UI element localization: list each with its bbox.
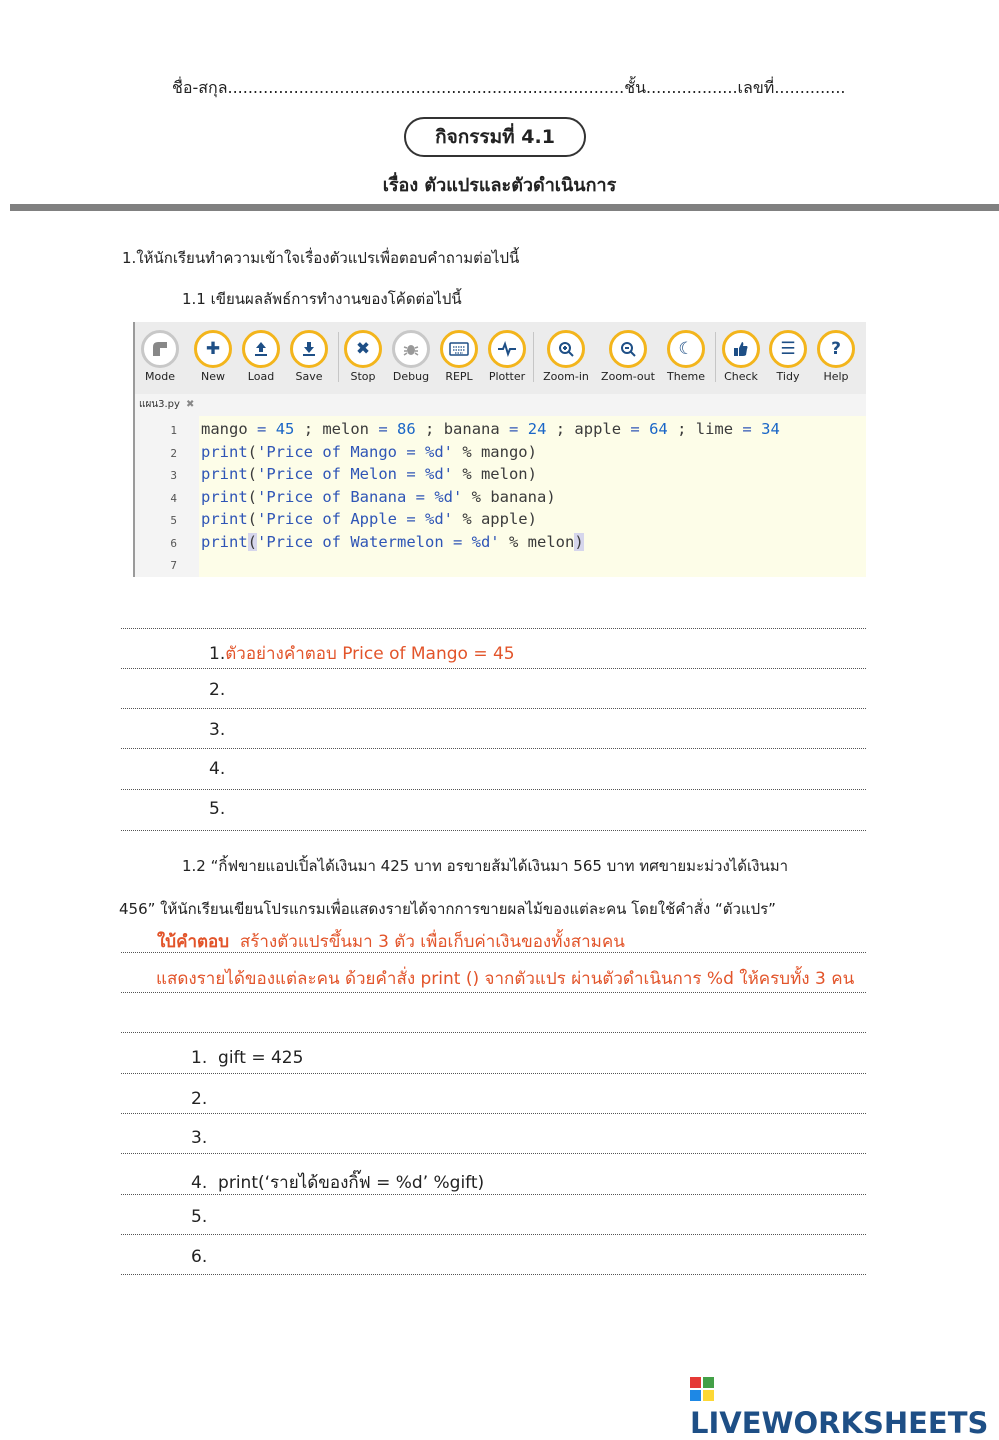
zoom-out-icon — [609, 330, 647, 368]
answer-line — [121, 830, 866, 831]
code-line: print('Price of Mango = %d' % mango) — [201, 443, 537, 461]
thumbs-up-icon — [722, 330, 760, 368]
answer-line — [121, 628, 866, 629]
answer-line — [121, 1234, 866, 1235]
upload-icon — [242, 330, 280, 368]
editor-toolbar — [135, 322, 866, 394]
mode-button[interactable]: Mode — [130, 330, 190, 383]
question-1-2-line-1: 1.2 “กิ้ฟขายแอปเปิ้ลได้เงินมา 425 บาท อรขายส้มได้เงินมา 565 บาท ทศขายมะม่วงได้เงินมา — [182, 857, 789, 875]
header-divider — [10, 204, 999, 211]
answer-1-1-item-3[interactable]: 3. — [209, 720, 226, 740]
answer-line — [121, 1073, 866, 1074]
line-gutter — [135, 416, 199, 577]
name-label: ชื่อ-สกุล — [172, 78, 228, 97]
question-icon: ? — [817, 330, 855, 368]
theme-button[interactable]: ☾ Theme — [656, 330, 716, 383]
line-number: 5 — [170, 514, 177, 527]
close-icon: ✖ — [344, 330, 382, 368]
answer-1-2-item-2[interactable]: 2. — [191, 1089, 208, 1109]
answer-line — [121, 1032, 866, 1033]
line-number: 2 — [170, 447, 177, 460]
question-1-2-line-2: 456” ให้นักเรียนเขียนโปรแกรมเพื่อแสดงรายได้จากการขายผลไม้ของแต่ละคน โดยใช้คำสั่ง “ตัวแปร” — [119, 900, 776, 918]
number-label: เลขที่ — [737, 78, 775, 97]
answer-line — [121, 1274, 866, 1275]
menu-icon: ☰ — [769, 330, 807, 368]
bug-icon — [392, 330, 430, 368]
answer-line — [121, 1194, 866, 1195]
new-button[interactable]: ✚ New — [183, 330, 243, 383]
answer-1-1-item-1[interactable]: 1.ตัวอย่างคำตอบ Price of Mango = 45 — [209, 644, 515, 664]
repl-button[interactable]: REPL — [429, 330, 489, 383]
answer-line — [121, 708, 866, 709]
answer-1-2-item-3[interactable]: 3. — [191, 1128, 208, 1148]
stop-button[interactable]: ✖ Stop — [333, 330, 393, 383]
download-icon — [290, 330, 328, 368]
hint-label: ใบ้คำตอบ — [157, 932, 230, 952]
code-line: print('Price of Banana = %d' % banana) — [201, 488, 556, 506]
student-info-line — [172, 76, 846, 101]
code-line: print('Price of Watermelon = %d' % melon) — [201, 533, 584, 551]
file-tab[interactable]: แผน3.py ✖ — [139, 399, 195, 410]
tidy-button[interactable]: ☰ Tidy — [758, 330, 818, 383]
answer-line — [121, 1153, 866, 1154]
moon-icon: ☾ — [667, 330, 705, 368]
save-button[interactable]: Save — [279, 330, 339, 383]
answer-line — [121, 1113, 866, 1114]
question-1-1: 1.1 เขียนผลลัพธ์การทำงานของโค้ดต่อไปนี้ — [182, 290, 462, 308]
code-editor-screenshot — [133, 322, 866, 577]
answer-1-2-item-6[interactable]: 6. — [191, 1247, 208, 1267]
answer-line — [121, 789, 866, 790]
mode-icon — [141, 330, 179, 368]
help-button[interactable]: ? Help — [806, 330, 866, 383]
hint-line-1: ใบ้คำตอบ สร้างตัวแปรขึ้นมา 3 ตัว เพื่อเก็บค่าเงินของทั้งสามคน — [157, 932, 625, 952]
code-line: mango = 45 ; melon = 86 ; banana = 24 ; apple = 64 ; lime = 34 — [201, 420, 780, 438]
code-area — [135, 416, 866, 577]
debug-button[interactable]: Debug — [381, 330, 441, 383]
class-field[interactable]: .................. — [646, 78, 738, 97]
code-line: print('Price of Melon = %d' % melon) — [201, 465, 537, 483]
class-label: ชั้น — [624, 78, 646, 97]
answer-line — [121, 992, 866, 993]
answer-1-1-item-5[interactable]: 5. — [209, 799, 226, 819]
pulse-icon — [488, 330, 526, 368]
line-number: 7 — [170, 559, 177, 572]
question-1: 1.ให้นักเรียนทำความเข้าใจเรื่องตัวแปรเพื่อตอบคำถามต่อไปนี้ — [122, 249, 520, 267]
close-tab-icon[interactable]: ✖ — [185, 399, 195, 410]
line-number: 4 — [170, 492, 177, 505]
answer-1-1-item-4[interactable]: 4. — [209, 759, 226, 779]
answer-1-1-item-2[interactable]: 2. — [209, 680, 226, 700]
plus-icon: ✚ — [194, 330, 232, 368]
load-button[interactable]: Load — [231, 330, 291, 383]
answer-line — [121, 668, 866, 669]
zoom-in-icon — [547, 330, 585, 368]
answer-line — [121, 952, 866, 953]
answer-1-2-item-1[interactable]: 1. gift = 425 — [191, 1048, 304, 1068]
liveworksheets-logo: LIVEWORKSHEETS — [690, 1372, 999, 1440]
line-number: 1 — [170, 424, 177, 437]
activity-title: กิจกรรมที่ 4.1 — [404, 117, 586, 157]
answer-1-2-item-4[interactable]: 4. print(‘รายได้ของกิ๊ฟ = %d’ %gift) — [191, 1173, 485, 1193]
line-number: 6 — [170, 537, 177, 550]
zoom-in-button[interactable]: Zoom-in — [536, 330, 596, 383]
number-field[interactable]: .............. — [774, 78, 846, 97]
answer-line — [121, 748, 866, 749]
logo-blocks-icon — [690, 1377, 714, 1401]
keyboard-icon — [440, 330, 478, 368]
activity-subtitle: เรื่อง ตัวแปรและตัวดำเนินการ — [382, 175, 617, 196]
line-number: 3 — [170, 469, 177, 482]
zoom-out-button[interactable]: Zoom-out — [598, 330, 658, 383]
code-line: print('Price of Apple = %d' % apple) — [201, 510, 537, 528]
check-button[interactable]: Check — [711, 330, 771, 383]
answer-1-2-item-5[interactable]: 5. — [191, 1207, 208, 1227]
toolbar-separator — [533, 332, 534, 382]
editor-tabbar — [135, 394, 866, 417]
name-field[interactable]: .............................................................................. — [227, 78, 625, 97]
hint-line-2: แสดงรายได้ของแต่ละคน ด้วยคำสั่ง print () จากตัวแปร ผ่านตัวดำเนินการ %d ให้ครบทั้ง 3 คน — [156, 969, 855, 989]
plotter-button[interactable]: Plotter — [477, 330, 537, 383]
